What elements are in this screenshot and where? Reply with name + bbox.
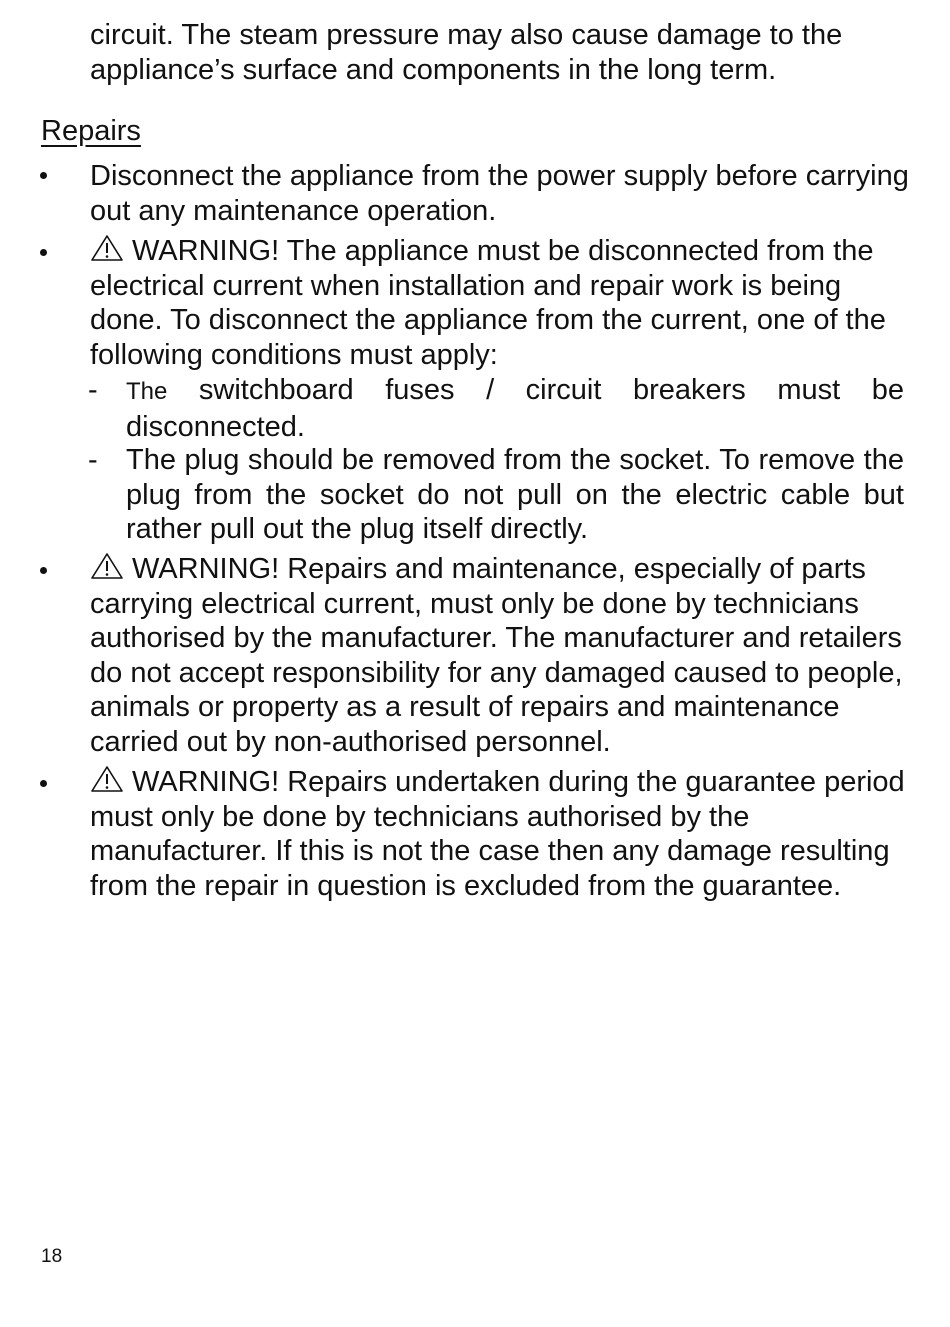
warning-triangle-icon [90,552,124,580]
intro-paragraph [90,18,890,88]
warning-triangle-icon [90,765,124,793]
bullet-4-paragraph [90,765,910,903]
bullet-4-text: WARNING! Repairs undertaken during the guarantee period must only be done by technicians authorised by the manufacturer. If this is not the case then any damage resulting from the repair in question is excluded from the guarantee. [90,766,905,902]
dash-marker: - [88,374,98,406]
bullet-dot-icon [40,172,54,186]
warning-triangle-icon [90,234,124,262]
section-heading-repairs: Repairs [41,115,141,147]
bullet-2-text: WARNING! The appliance must be disconnected from the electrical current when installation and repair work is being done. To disconnect the appliance from the current, one of the following conditions must apply: [90,235,886,371]
intro-line-2: appliance’s surface and components in the long term. [90,54,777,86]
sub-item-1-rest: switchboard fuses / circuit breakers must be disconnected. [126,374,904,443]
bullet-2-paragraph [90,234,910,372]
bullet-3-text: WARNING! Repairs and maintenance, especially of parts carrying electrical current, must only be done by technicians authorised by the manufacturer. The manufacturer and retailers do not accept responsibility for any damaged caused to people, animals or property as a result of repairs and maintenance carried out by non-authorised personnel. [90,553,903,758]
bullet-dot-icon [40,780,54,794]
bullet-dot-icon [40,249,54,263]
dash-marker: - [88,444,98,476]
sub-item-1-first-word: The [126,378,168,405]
sub-item-1-text [126,373,904,444]
bullet-1-text: Disconnect the appliance from the power supply before carrying out any maintenance operation. [90,160,909,227]
sub-item-2-text: The plug should be removed from the socket. To remove the plug from the socket do not pull on the electric cable but rather pull out the plug itself directly. [126,444,904,545]
page-number: 18 [41,1246,63,1267]
bullet-dot-icon [40,567,54,581]
bullet-3-paragraph [90,552,910,759]
intro-line-1: circuit. The steam pressure may also cause damage to the [90,19,843,51]
